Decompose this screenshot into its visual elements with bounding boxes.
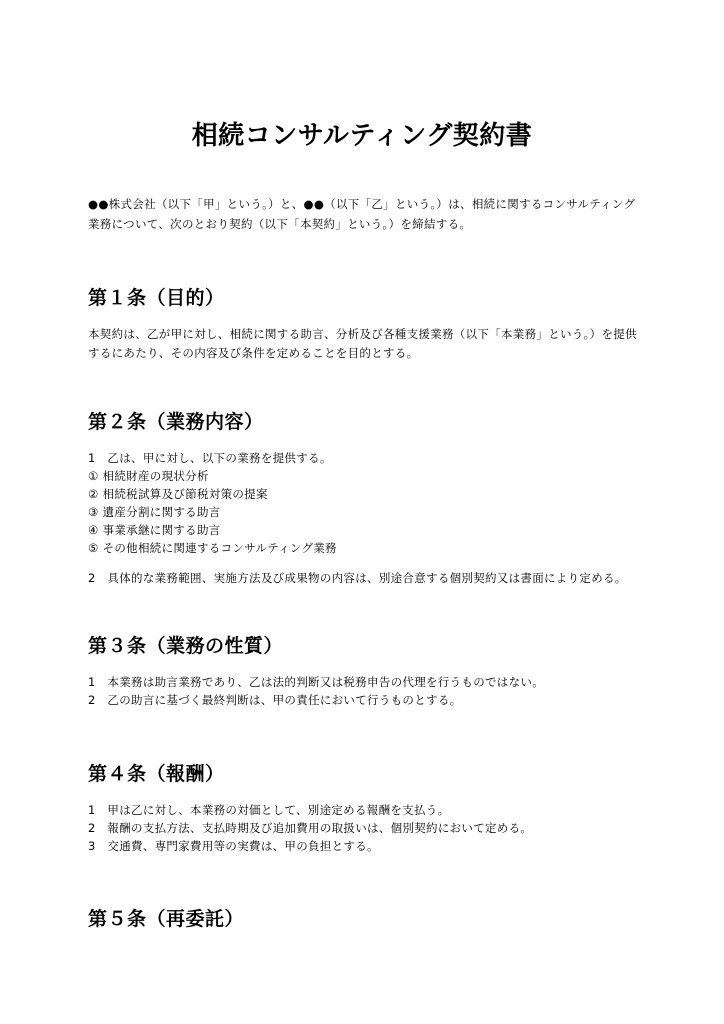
article-4	[88, 761, 644, 855]
article-3-heading: 第３条（業務の性質）	[88, 635, 284, 657]
preamble-text: ●●株式会社（以下「甲」という。）と、●●（以下「乙」という。）は、相続に関するコンサルティング業務について、次のとおり契約（以下「本契約」という。）を締結する。	[88, 197, 636, 231]
article-1-heading: 第１条（目的）	[88, 287, 225, 309]
article-1	[88, 285, 644, 363]
article-2-item-2: ② 相続税試算及び節税対策の提案	[88, 487, 268, 501]
article-4-clause-3: 3 交通費、専門家費用等の実費は、甲の負担とする。	[88, 839, 379, 853]
article-2-clause-1: 1 乙は、甲に対し、以下の業務を提供する。	[88, 451, 332, 465]
article-5-heading: 第５条（再委託）	[88, 908, 245, 930]
article-2-item-3: ③ 遺産分割に関する助言	[88, 505, 221, 519]
article-1-paragraph: 本契約は、乙が甲に対し、相続に関する助言、分析及び各種支援業務（以下「本業務」という。）を提供するにあたり、その内容及び条件を定めることを目的とする。	[88, 327, 637, 360]
article-4-clause-2: 2 報酬の支払方法、支払時期及び追加費用の取扱いは、個別契約において定める。	[88, 821, 533, 835]
article-5	[88, 906, 644, 946]
article-4-heading: 第４条（報酬）	[88, 763, 225, 785]
article-3	[88, 633, 644, 709]
article-2-item-1: ① 相続財産の現状分析	[88, 469, 209, 483]
document-title: 相続コンサルティング契約書	[191, 121, 533, 151]
article-2-heading: 第２条（業務内容）	[88, 411, 264, 433]
article-2-clause-2: 2 具体的な業務範囲、実施方法及び成果物の内容は、別途合意する個別契約又は書面により定める。	[88, 571, 627, 585]
article-2-item-4: ④ 事業承継に関する助言	[88, 523, 221, 537]
article-2-item-5: ⑤ その他相続に関連するコンサルティング業務	[88, 541, 337, 555]
paragraph-spacer	[88, 557, 644, 569]
article-2	[88, 409, 644, 587]
article-3-clause-1: 1 本業務は助言業務であり、乙は法的判断又は税務申告の代理を行うものではない。	[88, 675, 545, 689]
article-4-clause-1: 1 甲は乙に対し、本業務の対価として、別途定める報酬を支払う。	[88, 803, 450, 817]
article-3-clause-2: 2 乙の助言に基づく最終判断は、甲の責任において行うものとする。	[88, 693, 462, 707]
